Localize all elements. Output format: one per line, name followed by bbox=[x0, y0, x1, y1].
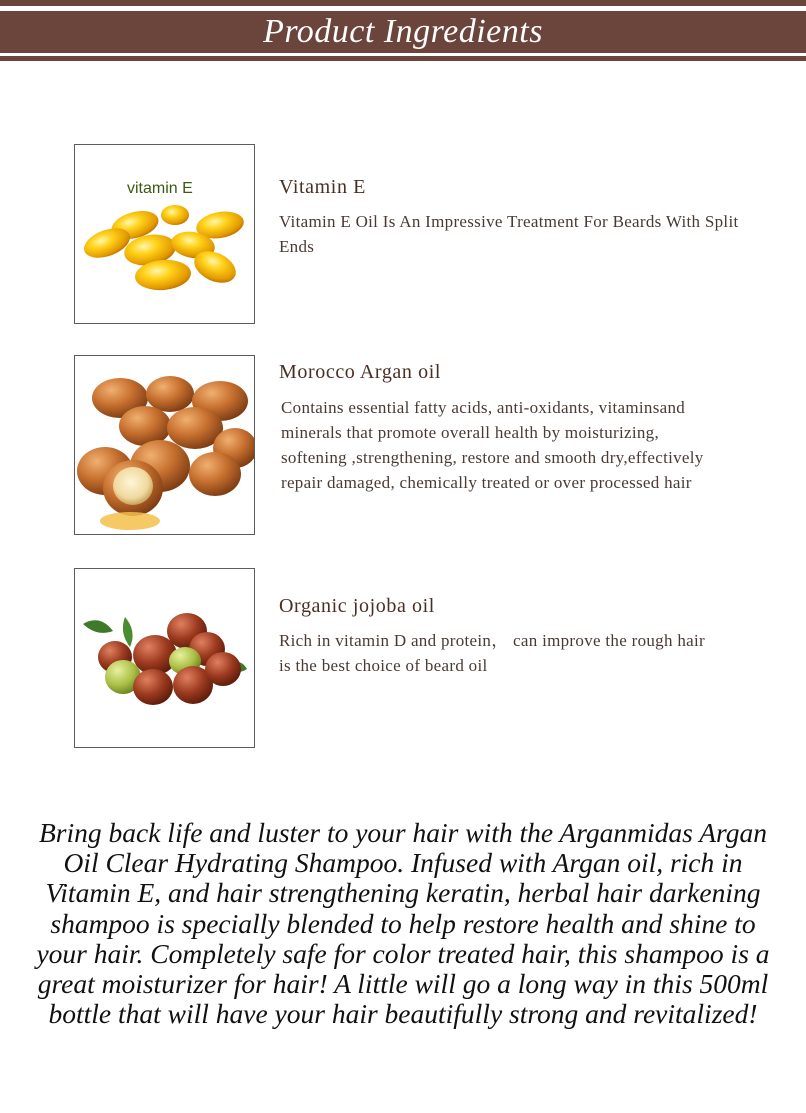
capsules-icon bbox=[80, 205, 246, 292]
ingredient-description: Vitamin E Oil Is An Impressive Treatment For Beards With Split Ends bbox=[279, 212, 739, 256]
argan-nuts-image bbox=[74, 355, 255, 535]
page-title: Product Ingredients bbox=[263, 13, 543, 50]
jojoba-seeds-icon bbox=[83, 613, 247, 705]
header-line-top bbox=[0, 0, 806, 6]
ingredient-description: Rich in vitamin D and protein， can improve the rough hair is the best choice of beard oil bbox=[279, 631, 705, 675]
ingredient-title: Vitamin E bbox=[279, 176, 366, 198]
ingredient-title: Organic jojoba oil bbox=[279, 595, 435, 617]
header-band bbox=[0, 11, 806, 53]
ingredient-description: Contains essential fatty acids, anti-oxidants, vitaminsand minerals that promote overall health by moisturizing, softening ,strengthening, restore and smooth dry,effectively repair damaged, chemically treated or over processed hair bbox=[281, 398, 704, 492]
header-banner bbox=[0, 0, 806, 62]
header-line-bottom bbox=[0, 56, 806, 61]
vitamin-e-image-label: vitamin E bbox=[127, 180, 193, 197]
vitamin-e-image bbox=[74, 144, 255, 324]
argan-nuts-icon bbox=[77, 376, 254, 530]
ingredient-title: Morocco Argan oil bbox=[279, 361, 442, 383]
jojoba-image bbox=[74, 568, 255, 748]
product-summary: Bring back life and luster to your hair with the Arganmidas Argan Oil Clear Hydrating Shampoo. Infused with Argan oil, rich in Vitamin E, and hair strengthening keratin, herbal hair darkening shampoo is specially blended to help restore health and shine to your hair. Completely safe for color treated hair, this shampoo is a great moisturizer for hair! A little will go a long way in this 500ml bottle that will have your hair beautifully strong and revitalized! bbox=[36, 817, 770, 1030]
